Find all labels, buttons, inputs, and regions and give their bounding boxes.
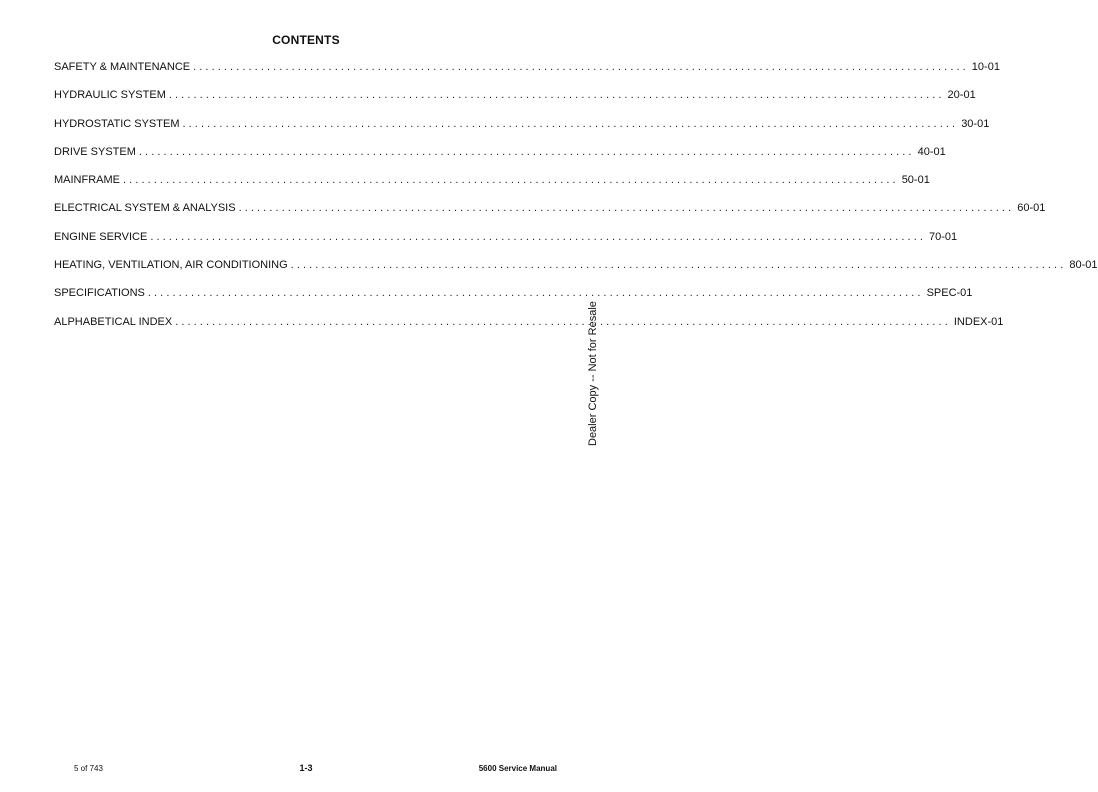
dot-leader: .............................................................................................................................. <box>147 287 924 300</box>
dot-leader: .............................................................................................................................. <box>193 61 969 73</box>
toc-entry-page: 10-01 <box>971 61 1000 73</box>
toc-entry-page: 30-01 <box>961 117 990 130</box>
toc-entry-alphabetical-index[interactable] <box>54 315 1004 344</box>
toc-entry-title: DRIVE SYSTEM <box>54 145 136 158</box>
footer-pdf-page: 5 of 743 <box>74 764 103 773</box>
toc-entry-title: MAINFRAME <box>54 174 120 187</box>
toc-entry-page: INDEX-01 <box>953 315 1004 328</box>
footer-page-number: 1-3 <box>299 763 313 773</box>
toc-entry-mainframe[interactable] <box>54 174 930 202</box>
toc-entry-page: 50-01 <box>901 174 930 187</box>
toc-entry-title: ELECTRICAL SYSTEM & ANALYSIS <box>54 202 236 215</box>
toc-entry-title: HEATING, VENTILATION, AIR CONDITIONING <box>54 259 288 272</box>
toc-entry-safety-maintenance[interactable] <box>54 61 1000 89</box>
dot-leader: .............................................................................................................................. <box>138 145 915 158</box>
toc-entry-page: 20-01 <box>947 89 976 102</box>
toc-entry-hydrostatic-system[interactable] <box>54 117 990 146</box>
dot-leader: .............................................................................................................................. <box>290 259 1067 272</box>
dot-leader: .............................................................................................................................. <box>168 89 945 102</box>
toc-entry-engine-service[interactable] <box>54 230 958 259</box>
toc-entry-title: SAFETY & MAINTENANCE <box>54 61 191 73</box>
dot-leader: .............................................................................................................................. <box>182 117 959 130</box>
footer-manual-title: 5600 Service Manual <box>478 764 557 773</box>
toc-entry-drive-system[interactable] <box>54 145 946 174</box>
toc-entry-page: 70-01 <box>929 230 958 243</box>
table-of-contents <box>54 61 1098 344</box>
toc-entry-page: SPEC-01 <box>926 287 973 300</box>
toc-entry-title: SPECIFICATIONS <box>54 287 145 300</box>
toc-entry-title: ALPHABETICAL INDEX <box>54 315 173 328</box>
dot-leader: .............................................................................................................................. <box>150 230 927 243</box>
dot-leader: .............................................................................................................................. <box>175 315 951 328</box>
toc-entry-title: HYDROSTATIC SYSTEM <box>54 117 180 130</box>
toc-entry-title: ENGINE SERVICE <box>54 230 148 243</box>
dot-leader: .............................................................................................................................. <box>238 202 1015 215</box>
toc-entry-hvac[interactable] <box>54 259 1098 287</box>
toc-entry-page: 60-01 <box>1017 202 1046 215</box>
toc-entry-page: 80-01 <box>1069 259 1098 272</box>
page-title: CONTENTS <box>272 33 340 47</box>
toc-entry-electrical-system[interactable] <box>54 202 1046 230</box>
toc-entry-page: 40-01 <box>917 145 946 158</box>
watermark-side-note: Dealer Copy -- Not for Resale <box>587 301 599 446</box>
dot-leader: .............................................................................................................................. <box>123 174 899 187</box>
toc-entry-specifications[interactable] <box>54 287 973 315</box>
toc-entry-hydraulic-system[interactable] <box>54 89 976 117</box>
toc-entry-title: HYDRAULIC SYSTEM <box>54 89 166 102</box>
